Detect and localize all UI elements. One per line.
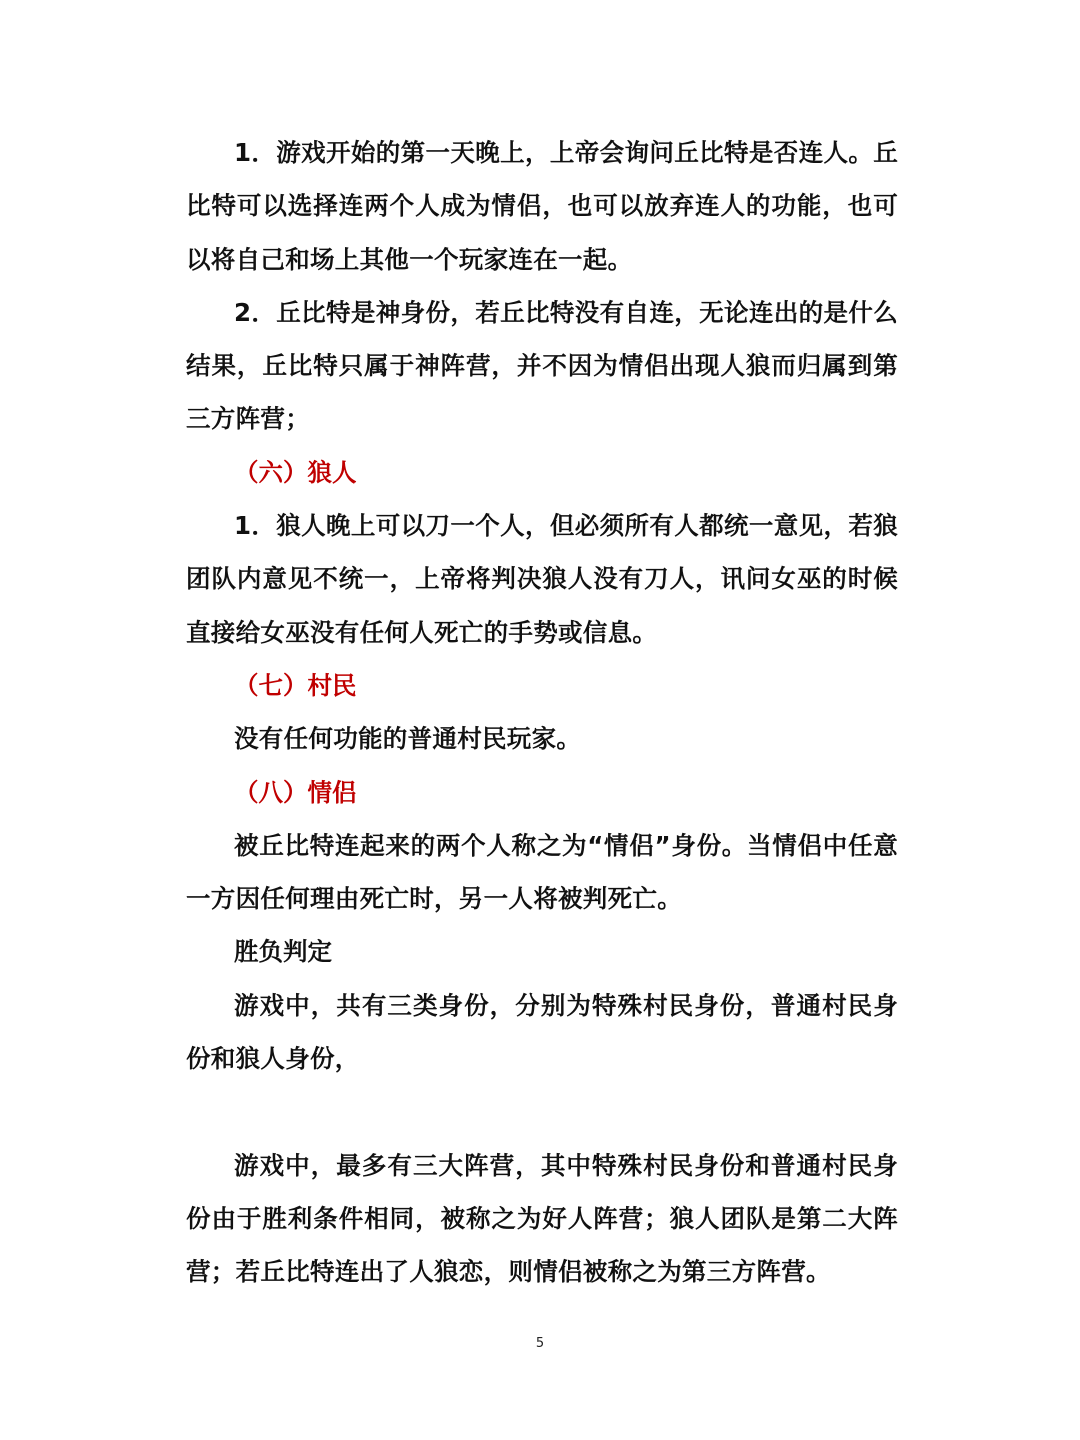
werewolf-paragraph-1: 1．狼人晚上可以刀一个人，但必须所有人都统一意见，若狼团队内意见不统一，上帝将判决狼人没有刀人，讯问女巫的时候直接给女巫没有任何人死亡的手势或信息。	[186, 511, 898, 647]
lovers-paragraph-1: 被丘比特连起来的两个人称之为“情侣”身份。当情侣中任意一方因任何理由死亡时，另一人将被判死亡。	[186, 830, 898, 914]
werewolf-heading: （六）狼人	[234, 457, 357, 487]
page-number: 5	[535, 1336, 545, 1351]
victory-paragraph-2: 游戏中，最多有三大阵营，其中特殊村民身份和普通村民身份由于胜利条件相同，被称之为好人阵营；狼人团队是第二大阵营；若丘比特连出了人狼恋，则情侣被称之为第三方阵营。	[186, 1150, 898, 1287]
villager-heading: （七）村民	[234, 670, 357, 700]
blank-line	[186, 1085, 898, 1138]
victory-heading: 胜负判定	[234, 937, 332, 967]
page-content	[186, 126, 898, 1299]
villager-paragraph-1: 没有任何功能的普通村民玩家。	[234, 724, 582, 754]
victory-paragraph-1: 游戏中，共有三类身份，分别为特殊村民身份，普通村民身份和狼人身份，	[186, 990, 898, 1074]
cupid-paragraph-1: 1．游戏开始的第一天晚上，上帝会询问丘比特是否连人。丘比特可以选择连两个人成为情侣，也可以放弃连人的功能，也可以将自己和场上其他一个玩家连在一起。	[186, 138, 898, 274]
cupid-paragraph-2: 2．丘比特是神身份，若丘比特没有自连，无论连出的是什么结果，丘比特只属于神阵营，并不因为情侣出现人狼而归属到第三方阵营；	[186, 297, 898, 434]
lovers-heading: （八）情侣	[234, 777, 357, 807]
